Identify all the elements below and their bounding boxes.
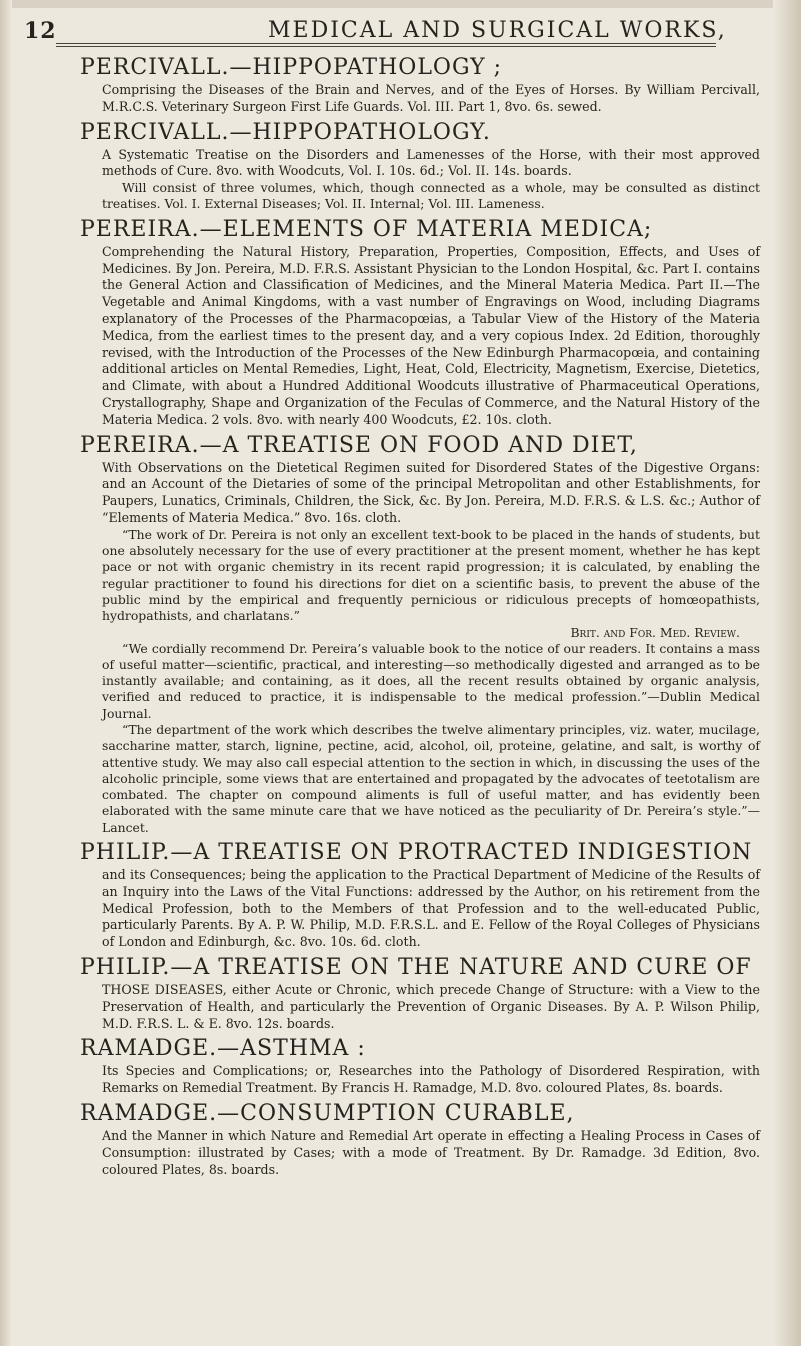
entry-description: THOSE DISEASES, either Acute or Chronic, which precede Change of Structure: with a View to the Preservation of Health, and particularly the Prevention of Organic Diseases. By A. P. Wilson Philip, M.D. F.R.S. L. & E. 8vo. 12s. boards. bbox=[102, 982, 760, 1031]
entry-heading: PHILIP.—A TREATISE ON THE NATURE AND CURE OF bbox=[80, 955, 752, 981]
entry-heading: PERCIVALL.—HIPPOPATHOLOGY ; bbox=[80, 55, 503, 80]
entry-description: And the Manner in which Nature and Remedial Art operate in effecting a Healing Process in Cases of Consumption: illustrated by Cases; with a mode of Treatment. By Dr. Ramadge. 3d Edition, 8vo. coloured Plates, 8s. boards. bbox=[102, 1128, 760, 1177]
entry-heading: RAMADGE.—CONSUMPTION CURABLE, bbox=[80, 1101, 575, 1127]
header-rule-lower bbox=[56, 46, 716, 47]
entry-philip-protracted-indigestion bbox=[80, 839, 760, 951]
entry-pereira-materia-medica bbox=[80, 216, 760, 429]
entry-percivall-hippopathology-vol3 bbox=[80, 54, 760, 116]
entry-description: With Observations on the Dietetical Regimen suited for Disordered States of the Digestive Organs: and an Account of the Dietaries of some of the principal Metropolitan and other Establishments, for Paupers, Lunatics, Criminals, Children, the Sick, &c. By Jon. Pereira, M.D. F.R.S. & L.S. &c.; Author of “Elements of Materia Medica.” 8vo. 16s. cloth. bbox=[102, 459, 760, 525]
entry-ramadge-consumption bbox=[80, 1100, 760, 1178]
entry-description: Comprising the Diseases of the Brain and Nerves, and of the Eyes of Horses. By William Percivall, M.R.C.S. Veterinary Surgeon First Life Guards. Vol. III. Part 1, 8vo. 6s. sewed. bbox=[102, 82, 760, 114]
review-quote: “The work of Dr. Pereira is not only an excellent text-book to be placed in the hands of students, but one absolutely necessary for the use of every practitioner at the present moment, whether he has kept pace or not with organic chemistry in its recent rapid progression; it is calculated, by enabling the regular practitioner to found his directions for diet on a scientific basis, to prevent the abuse of the public mind by the empirical and frequently pernicious or ridiculous precepts of homœopathists, hydropathists, and charlatans.” bbox=[102, 526, 760, 624]
running-title: MEDICAL AND SURGICAL WORKS, bbox=[268, 18, 727, 43]
page-top-edge bbox=[0, 0, 801, 8]
review-quote: “We cordially recommend Dr. Pereira’s valuable book to the notice of our readers. It contains a mass of useful matter—scientific, practical, and interesting—so methodically digested and arranged as to be instantly available; and containing, as it does, all the recent results obtained by organic analysis, verified and reduced to practice, it is indispensable to the medical profession.”—Dublin Medical Journal. bbox=[102, 640, 760, 721]
catalogue-entries bbox=[80, 54, 760, 1294]
page-right-edge bbox=[773, 0, 801, 1346]
page-header bbox=[18, 10, 758, 44]
entry-heading: RAMADGE.—ASTHMA : bbox=[80, 1036, 366, 1062]
entry-pereira-food-and-diet bbox=[80, 432, 760, 837]
entry-note: Will consist of three volumes, which, though connected as a whole, may be consulted as distinct treatises. Vol. I. External Diseases; Vol. II. Internal; Vol. III. Lameness. bbox=[102, 180, 760, 212]
header-rule bbox=[56, 43, 716, 44]
entry-heading: PHILIP.—A TREATISE ON PROTRACTED INDIGESTION bbox=[80, 840, 753, 866]
review-quote: “The department of the work which describes the twelve alimentary principles, viz. water, mucilage, saccharine matter, starch, lignine, pectine, acid, alcohol, oil, proteine, gelatine, and salt, is worthy of attentive study. We may also call especial attention to the section in which, in discussing the uses of the alcoholic principle, some views that are entertained and propagated by the advocates of teetotalism are combated. The chapter on compound aliments is full of useful matter, and has evidently been elaborated with the same minute care that we have noticed as the peculiarity of Dr. Pereira’s style.”—Lancet. bbox=[102, 722, 760, 835]
entry-percivall-hippopathology bbox=[80, 119, 760, 213]
entry-heading: PERCIVALL.—HIPPOPATHOLOGY. bbox=[80, 119, 491, 145]
page-number: 12 bbox=[24, 18, 57, 44]
entry-description: and its Consequences; being the application to the Practical Department of Medicine of the Results of an Inquiry into the Laws of the Vital Functions: addressed by the Author, on his retirement from the Medical Profession, both to the Members of that Profession and to the well-educated Public, particularly Parents. By A. P. W. Philip, M.D. F.R.S.L. and E. Fellow of the Royal Colleges of Physicians of London and Edinburgh, &c. 8vo. 10s. 6d. cloth. bbox=[102, 867, 760, 950]
entry-description: Comprehending the Natural History, Preparation, Properties, Composition, Effects, and Uses of Medicines. By Jon. Pereira, M.D. F.R.S. Assistant Physician to the London Hospital, &c. Part I. contains the General Action and Classification of Medicines, and the Mineral Materia Medica. Part II.—The Vegetable and Animal Kingdoms, with a vast number of Engravings on Wood, including Diagrams explanatory of the Processes of the Pharmacopœias, a Tabular View of the History of the Materia Medica, from the earliest times to the present day, and a very copious Index. 2d Edition, thoroughly revised, with the Introduction of the Processes of the New Edinburgh Pharmacopœia, and containing additional articles on Mental Remedies, Light, Heat, Cold, Electricity, Magnetism, Exercise, Dietetics, and Climate, with about a Hundred Additional Woodcuts illustrative of Pharmaceutical Operations, Crystallography, Shape and Organization of the Feculas of Commerce, and the Natural History of the Materia Medica. 2 vols. 8vo. with nearly 400 Woodcuts, £2. 10s. cloth. bbox=[102, 243, 760, 427]
entry-ramadge-asthma bbox=[80, 1035, 760, 1097]
review-attribution: Brit. and For. Med. Review. bbox=[570, 624, 740, 640]
entry-description: A Systematic Treatise on the Disorders and Lamenesses of the Horse, with their most approved methods of Cure. 8vo. with Woodcuts, Vol. I. 10s. 6d.; Vol. II. 14s. boards. bbox=[102, 146, 760, 179]
entry-heading: PEREIRA.—A TREATISE ON FOOD AND DIET, bbox=[80, 432, 638, 458]
page-left-edge bbox=[0, 0, 12, 1346]
entry-philip-nature-and-cure bbox=[80, 954, 760, 1032]
entry-heading: PEREIRA.—ELEMENTS OF MATERIA MEDICA; bbox=[80, 216, 653, 242]
entry-description: Its Species and Complications; or, Researches into the Pathology of Disordered Respiration, with Remarks on Remedial Treatment. By Francis H. Ramadge, M.D. 8vo. coloured Plates, 8s. boards. bbox=[102, 1063, 760, 1096]
